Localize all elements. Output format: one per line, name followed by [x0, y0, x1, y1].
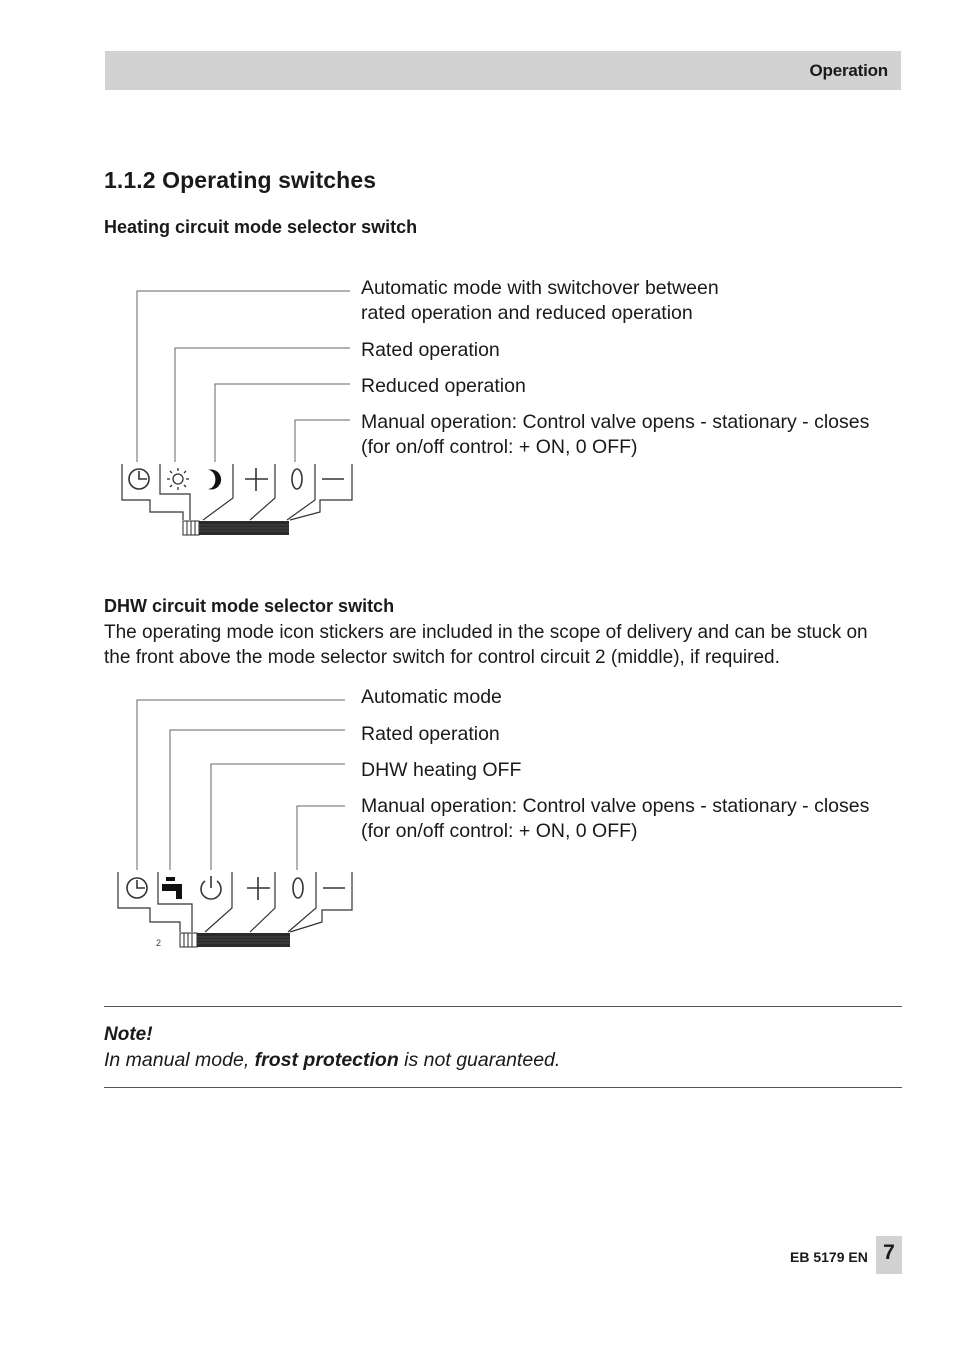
- heating-label-rated: Rated operation: [361, 339, 500, 361]
- doc-code: EB 5179 EN: [790, 1249, 868, 1265]
- dhw-label-auto: Automatic mode: [361, 686, 502, 708]
- note-text-after: is not guaranteed.: [398, 1049, 561, 1071]
- leader-rated: [170, 730, 345, 870]
- note-title: Note!: [104, 1024, 153, 1045]
- heating-label-auto-line2: rated operation and reduced operation: [361, 302, 693, 324]
- clock-icon: [127, 878, 147, 898]
- tap-icon: [162, 877, 182, 899]
- heating-label-reduced: Reduced operation: [361, 375, 526, 397]
- note-top-rule: [104, 1006, 902, 1007]
- leader-manual: [297, 806, 345, 870]
- dhw-description-line2: the front above the mode selector switch for control circuit 2 (middle), if required.: [104, 647, 780, 668]
- page-number-box: [876, 1236, 902, 1274]
- heating-label-manual-line1: Manual operation: Control valve opens - stationary - closes: [361, 411, 870, 433]
- dhw-label-off: DHW heating OFF: [361, 759, 522, 781]
- dhw-label-manual-line2: (for on/off control: + ON, 0 OFF): [361, 820, 638, 842]
- circuit-number: 2: [156, 938, 162, 948]
- power-icon: [201, 876, 221, 899]
- zero-icon: [293, 878, 303, 898]
- plus-icon: [247, 877, 270, 900]
- heating-heading: Heating circuit mode selector switch: [104, 217, 418, 237]
- dhw-label-rated: Rated operation: [361, 723, 500, 745]
- heating-label-auto-line1: Automatic mode with switchover between: [361, 277, 719, 299]
- page-title: 1.1.2 Operating switches: [104, 167, 377, 193]
- dhw-switch-body: [118, 872, 352, 932]
- page-number: 7: [883, 1241, 895, 1264]
- note-text-bold: frost protection: [254, 1049, 399, 1071]
- note-bottom-rule: [104, 1087, 902, 1088]
- dhw-heading: DHW circuit mode selector switch: [104, 596, 395, 616]
- heating-label-manual-line2: (for on/off control: + ON, 0 OFF): [361, 436, 638, 458]
- note-text-before: In manual mode,: [104, 1049, 255, 1071]
- dhw-label-manual-line1: Manual operation: Control valve opens - stationary - closes: [361, 795, 870, 817]
- leader-auto: [137, 700, 345, 870]
- dhw-knob: [180, 933, 290, 947]
- note-text: [104, 1049, 560, 1072]
- dhw-description-line1: The operating mode icon stickers are included in the scope of delivery and can be stuck on: [104, 622, 868, 643]
- section-label: Operation: [809, 61, 888, 80]
- leader-off: [211, 764, 345, 870]
